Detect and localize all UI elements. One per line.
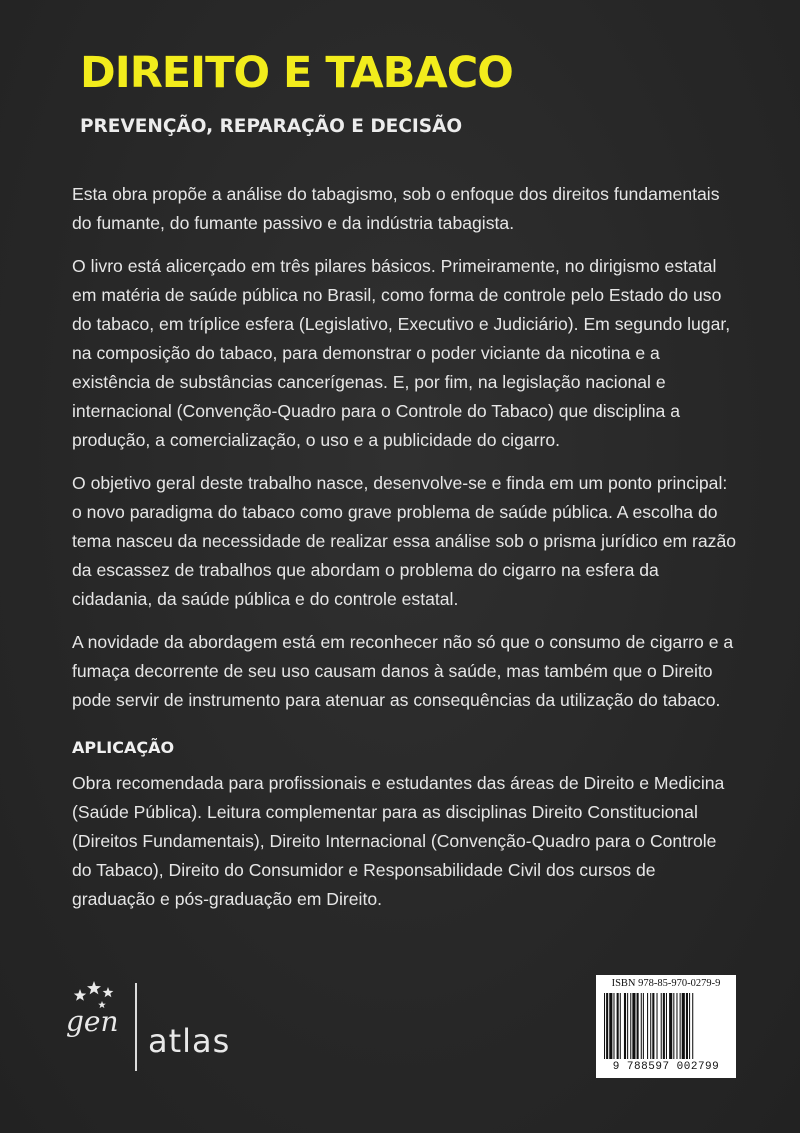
synopsis-paragraph-4: A novidade da abordagem está em reconhecer não só que o consumo de cigarro e a fumaça decorrente de seu uso causam danos à saúde, mas também que o Direito pode servir de instrumento para atenuar as consequências da utilização do tabaco. — [72, 632, 734, 710]
application-heading: APLICAÇÃO — [72, 738, 175, 757]
application-text: Obra recomendada para profissionais e estudantes das áreas de Direito e Medicina (Saúde Pública). Leitura complementar para as disciplinas Direito Constitucional (Direitos Fundamentais), Direito Internacional (Convenção-Quadro para o Controle do Tabaco), Direito do Consumidor e Responsabilidade Civil dos cursos de graduação e pós-graduação em Direito. — [72, 773, 725, 910]
atlas-logo: atlas — [148, 1022, 231, 1060]
book-title: DIREITO E TABACO — [80, 48, 513, 98]
book-subtitle: PREVENÇÃO, REPARAÇÃO E DECISÃO — [80, 116, 463, 137]
synopsis — [72, 180, 738, 928]
barcode — [596, 975, 736, 1078]
synopsis-paragraph-3: O objetivo geral deste trabalho nasce, desenvolve-se e finda em um ponto principal: o novo paradigma do tabaco como grave problema de saúde pública. A escolha do tema nasceu da necessidade de realizar essa análise sob o prisma jurídico em razão da escassez de trabalhos que abordam o problema do cigarro na esfera da cidadania, da saúde pública e do controle estatal. — [72, 473, 737, 609]
barcode-digits: 9 788597 002799 — [612, 1061, 720, 1073]
logo-divider — [135, 983, 137, 1071]
barcode-bars — [602, 993, 730, 1061]
synopsis-paragraph-1: Esta obra propõe a análise do tabagismo, sob o enfoque dos direitos fundamentais do fumante, do fumante passivo e da indústria tabagista. — [72, 184, 720, 233]
synopsis-paragraph-2: O livro está alicerçado em três pilares básicos. Primeiramente, no dirigismo estatal em matéria de saúde pública no Brasil, como forma de controle pelo Estado do uso do tabaco, em tríplice esfera (Legislativo, Executivo e Judiciário). Em segundo lugar, na composição do tabaco, para demonstrar o poder viciante da nicotina e a existência de substâncias cancerígenas. E, por fim, na legislação nacional e internacional (Convenção-Quadro para o Controle do Tabaco) que disciplina a produção, a comercialização, o uso e a publicidade do cigarro. — [72, 256, 731, 450]
gen-logo: gen — [66, 1005, 119, 1038]
publisher-logos — [64, 975, 264, 1075]
isbn-label: ISBN 978-85-970-0279-9 — [611, 978, 721, 989]
